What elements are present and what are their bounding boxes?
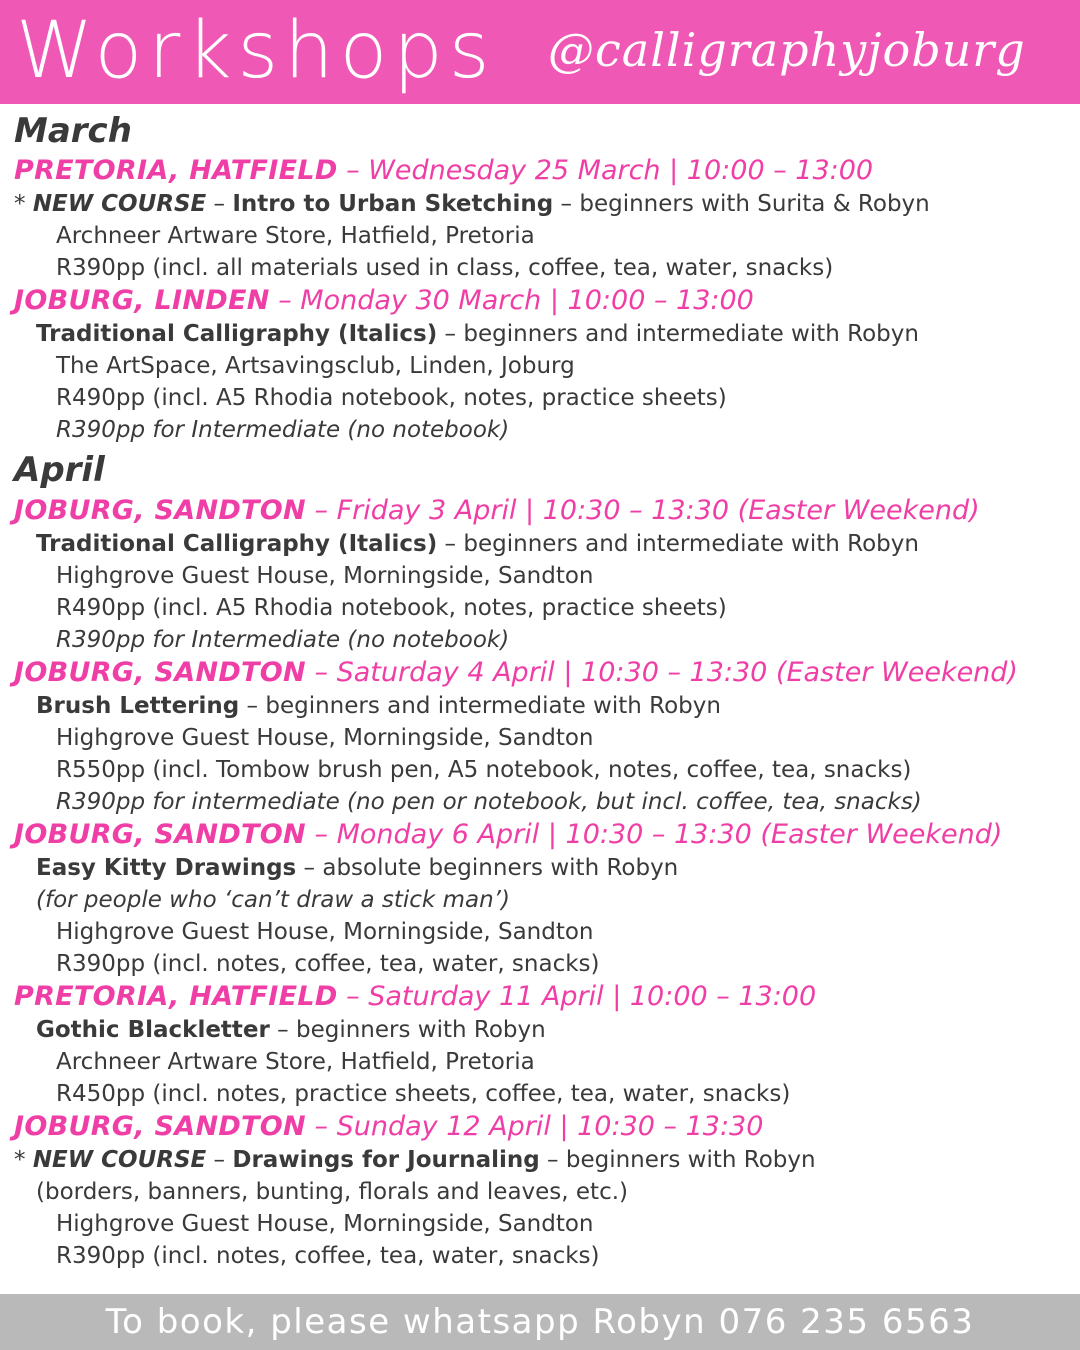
event-heading bbox=[14, 1110, 1080, 1144]
event-datetime: – Monday 30 March | 10:00 – 13:00 bbox=[269, 285, 754, 316]
course-description: – beginners and intermediate with Robyn bbox=[437, 321, 919, 347]
event-heading bbox=[14, 818, 1080, 852]
event-heading bbox=[14, 284, 1080, 318]
course-line bbox=[36, 318, 1080, 350]
price: R550pp (incl. Tombow brush pen, A5 notebook, notes, coffee, tea, snacks) bbox=[56, 757, 912, 783]
month-heading-april: April bbox=[14, 450, 105, 490]
new-marker: * bbox=[14, 191, 33, 217]
course-line bbox=[36, 690, 1080, 722]
price: R390pp (incl. all materials used in class, coffee, tea, water, snacks) bbox=[56, 255, 834, 281]
header-banner bbox=[0, 0, 1080, 104]
course-description: – beginners with Surita & Robyn bbox=[553, 191, 930, 217]
event-location: JOBURG, SANDTON bbox=[14, 1111, 306, 1142]
course-name: Traditional Calligraphy (Italics) bbox=[36, 531, 438, 557]
new-course-sep: – bbox=[206, 1147, 233, 1173]
course-subtitle: (borders, banners, bunting, florals and leaves, etc.) bbox=[36, 1179, 629, 1205]
course-line bbox=[14, 1144, 1080, 1176]
event-datetime: – Saturday 11 April | 10:00 – 13:00 bbox=[337, 981, 817, 1012]
course-subtitle: (for people who ‘can’t draw a stick man’) bbox=[36, 887, 510, 913]
event-datetime: – Sunday 12 April | 10:30 – 13:30 bbox=[305, 1111, 764, 1142]
course-name: Gothic Blackletter bbox=[36, 1017, 270, 1043]
price: R490pp (incl. A5 Rhodia notebook, notes, practice sheets) bbox=[56, 595, 727, 621]
course-description: – beginners with Robyn bbox=[539, 1147, 816, 1173]
course-name: Easy Kitty Drawings bbox=[36, 855, 297, 881]
new-course-label: NEW COURSE bbox=[32, 1147, 207, 1173]
price-note: R390pp for intermediate (no pen or notebook, but incl. coffee, tea, snacks) bbox=[56, 789, 922, 815]
event-datetime: – Monday 6 April | 10:30 – 13:30 (Easter Weekend) bbox=[305, 819, 1003, 850]
venue: Highgrove Guest House, Morningside, Sandton bbox=[56, 919, 594, 945]
new-marker: * bbox=[14, 1147, 33, 1173]
event-heading bbox=[14, 980, 1080, 1014]
event bbox=[0, 980, 1080, 1110]
course-description: – beginners and intermediate with Robyn bbox=[437, 531, 919, 557]
course-line bbox=[36, 528, 1080, 560]
course-name: Drawings for Journaling bbox=[232, 1147, 540, 1173]
course-name: Intro to Urban Sketching bbox=[232, 191, 554, 217]
price: R390pp (incl. notes, coffee, tea, water, snacks) bbox=[56, 951, 600, 977]
price: R490pp (incl. A5 Rhodia notebook, notes, practice sheets) bbox=[56, 385, 727, 411]
event bbox=[0, 1110, 1080, 1272]
event bbox=[0, 818, 1080, 980]
venue: The ArtSpace, Artsavingsclub, Linden, Joburg bbox=[56, 353, 575, 379]
booking-footer bbox=[0, 1294, 1080, 1350]
event-location: PRETORIA, HATFIELD bbox=[14, 155, 338, 186]
course-name: Traditional Calligraphy (Italics) bbox=[36, 321, 438, 347]
price-note: R390pp for Intermediate (no notebook) bbox=[56, 417, 510, 443]
event bbox=[0, 154, 1080, 284]
event-location: JOBURG, SANDTON bbox=[14, 657, 306, 688]
event-datetime: – Saturday 4 April | 10:30 – 13:30 (Easter Weekend) bbox=[305, 657, 1018, 688]
course-line bbox=[36, 852, 1080, 884]
course-description: – absolute beginners with Robyn bbox=[296, 855, 679, 881]
event bbox=[0, 284, 1080, 446]
event-heading bbox=[14, 154, 1080, 188]
instagram-handle: @calligraphyjoburg bbox=[548, 23, 1026, 77]
event-datetime: – Friday 3 April | 10:30 – 13:30 (Easter Weekend) bbox=[305, 495, 980, 526]
event-location: JOBURG, SANDTON bbox=[14, 495, 306, 526]
venue: Highgrove Guest House, Morningside, Sandton bbox=[56, 563, 594, 589]
course-line bbox=[36, 1014, 1080, 1046]
event-location: JOBURG, LINDEN bbox=[14, 285, 270, 316]
course-description: – beginners with Robyn bbox=[269, 1017, 546, 1043]
event-heading bbox=[14, 494, 1080, 528]
page-title: Workshops bbox=[16, 6, 496, 96]
new-course-label: NEW COURSE bbox=[32, 191, 207, 217]
event-heading bbox=[14, 656, 1080, 690]
price-note: R390pp for Intermediate (no notebook) bbox=[56, 627, 510, 653]
month-heading-march: March bbox=[14, 111, 132, 151]
event bbox=[0, 494, 1080, 656]
new-course-sep: – bbox=[206, 191, 233, 217]
venue: Archneer Artware Store, Hatfield, Pretoria bbox=[56, 223, 535, 249]
venue: Archneer Artware Store, Hatfield, Pretoria bbox=[56, 1049, 535, 1075]
venue: Highgrove Guest House, Morningside, Sandton bbox=[56, 1211, 594, 1237]
course-name: Brush Lettering bbox=[36, 693, 240, 719]
price: R450pp (incl. notes, practice sheets, coffee, tea, water, snacks) bbox=[56, 1081, 791, 1107]
schedule bbox=[0, 108, 1080, 1272]
price: R390pp (incl. notes, coffee, tea, water, snacks) bbox=[56, 1243, 600, 1269]
booking-text: To book, please whatsapp Robyn 076 235 6563 bbox=[105, 1302, 975, 1342]
event-location: JOBURG, SANDTON bbox=[14, 819, 306, 850]
venue: Highgrove Guest House, Morningside, Sandton bbox=[56, 725, 594, 751]
event bbox=[0, 656, 1080, 818]
event-location: PRETORIA, HATFIELD bbox=[14, 981, 338, 1012]
event-datetime: – Wednesday 25 March | 10:00 – 13:00 bbox=[337, 155, 874, 186]
course-description: – beginners and intermediate with Robyn bbox=[239, 693, 721, 719]
course-line bbox=[14, 188, 1080, 220]
